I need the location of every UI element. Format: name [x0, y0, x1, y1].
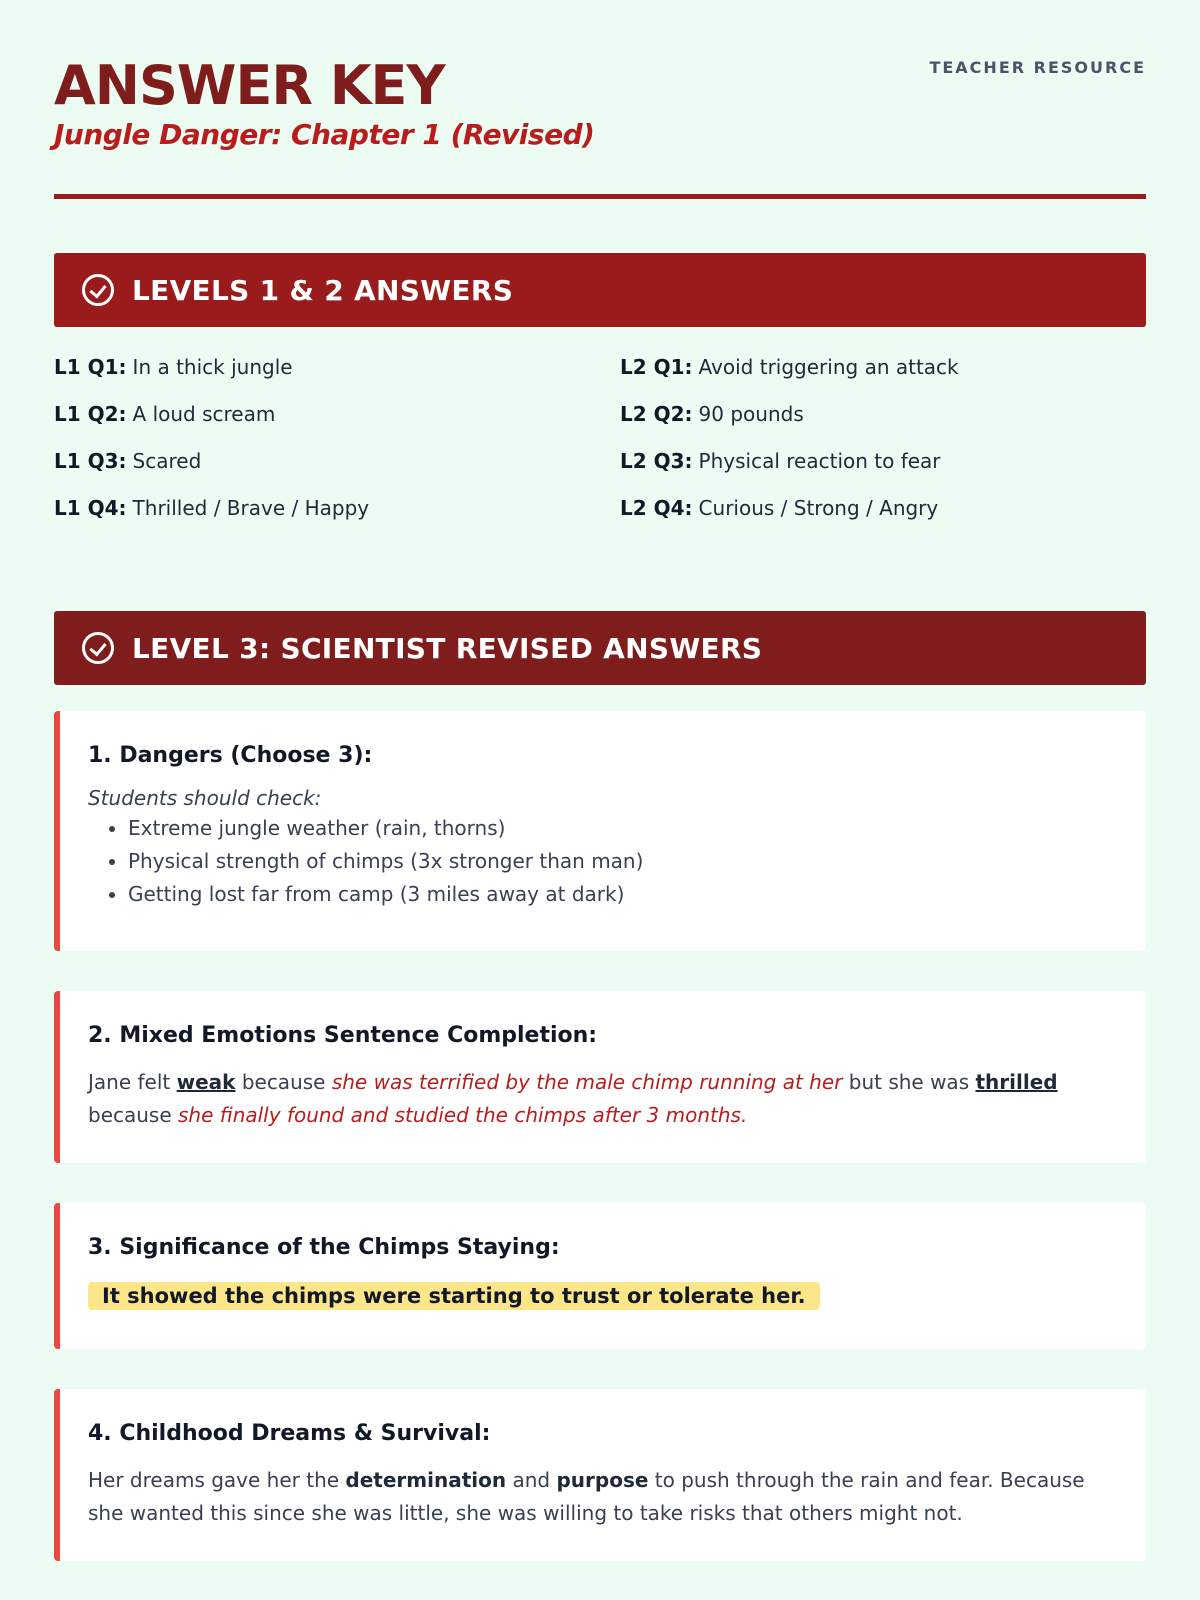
answer-line: [54, 494, 580, 522]
question-label: L2 Q4:: [620, 496, 693, 520]
answer-reason: she was terrified by the male chimp running at her: [331, 1070, 843, 1094]
page-header: [54, 0, 1146, 151]
answer-text: Curious / Strong / Angry: [698, 496, 939, 520]
check-circle-icon: [82, 632, 114, 664]
emotion-word: weak: [176, 1070, 236, 1094]
answer-line: [620, 400, 1146, 428]
answer-line: [54, 400, 580, 428]
question-heading: 1. Dangers (Choose 3):: [88, 743, 373, 768]
sentence-text: but she was: [848, 1070, 970, 1094]
sentence-text: because: [88, 1103, 172, 1127]
paragraph-text: to push through the rain and fear. Because she wanted this since she was little, she was willing to take risks that others might not.: [88, 1468, 1085, 1525]
question-label: L1 Q2:: [54, 402, 127, 426]
page-subtitle: Jungle Danger: Chapter 1 (Revised): [54, 118, 595, 151]
answer-reason: she finally found and studied the chimps after 3 months.: [178, 1103, 748, 1127]
section-title: LEVELS 1 & 2 ANSWERS: [132, 273, 514, 307]
question-heading: 4. Childhood Dreams & Survival:: [88, 1421, 491, 1446]
answer-line: [54, 353, 580, 381]
list-item: • Physical strength of chimps (3x stronger than man): [128, 845, 1112, 878]
dangers-list: [88, 812, 1112, 911]
emotion-word: thrilled: [975, 1070, 1058, 1094]
sentence-completion: [88, 1066, 1112, 1132]
highlighted-answer: It showed the chimps were starting to trust or tolerate her.: [88, 1282, 820, 1310]
answer-paragraph: [88, 1464, 1112, 1530]
question-label: L1 Q3:: [54, 449, 127, 473]
question-label: L1 Q4:: [54, 496, 127, 520]
question-heading: 3. Significance of the Chimps Staying:: [88, 1235, 560, 1260]
teacher-resource-label: TEACHER RESOURCE: [929, 58, 1146, 77]
page-title: ANSWER KEY: [54, 54, 445, 117]
level-1-column: [54, 353, 580, 541]
level-2-column: [620, 353, 1146, 541]
question-card-2: [54, 991, 1146, 1163]
instruction-text: Students should check:: [88, 786, 322, 810]
answer-line: [54, 447, 580, 475]
level-3-header: [54, 611, 1146, 685]
question-card-4: [54, 1389, 1146, 1561]
paragraph-text: Her dreams gave her the: [88, 1468, 340, 1492]
sentence-text: because: [241, 1070, 326, 1094]
levels-1-2-answers: [54, 327, 1146, 541]
sentence-text: Jane felt: [88, 1070, 171, 1094]
answer-text: 90 pounds: [698, 402, 804, 426]
answer-text: Scared: [132, 449, 202, 473]
question-label: L2 Q2:: [620, 402, 693, 426]
answer-text: Avoid triggering an attack: [698, 355, 959, 379]
answer-text: A loud scream: [132, 402, 276, 426]
section-title: LEVEL 3: SCIENTIST REVISED ANSWERS: [132, 631, 763, 665]
answer-line: [620, 353, 1146, 381]
question-label: L2 Q3:: [620, 449, 693, 473]
question-heading: 2. Mixed Emotions Sentence Completion:: [88, 1023, 598, 1048]
key-word: purpose: [556, 1468, 649, 1492]
answer-text: Physical reaction to fear: [698, 449, 941, 473]
list-item: • Getting lost far from camp (3 miles away at dark): [128, 878, 1112, 911]
answer-line: [620, 447, 1146, 475]
key-word: determination: [345, 1468, 507, 1492]
list-item: • Extreme jungle weather (rain, thorns): [128, 812, 1112, 845]
question-label: L1 Q1:: [54, 355, 127, 379]
paragraph-text: and: [512, 1468, 551, 1492]
answer-line: [620, 494, 1146, 522]
check-circle-icon: [82, 274, 114, 306]
levels-1-2-header: [54, 253, 1146, 327]
question-label: L2 Q1:: [620, 355, 693, 379]
question-card-3: [54, 1203, 1146, 1349]
question-card-1: [54, 711, 1146, 951]
answer-text: Thrilled / Brave / Happy: [132, 496, 370, 520]
answer-text: In a thick jungle: [132, 355, 293, 379]
